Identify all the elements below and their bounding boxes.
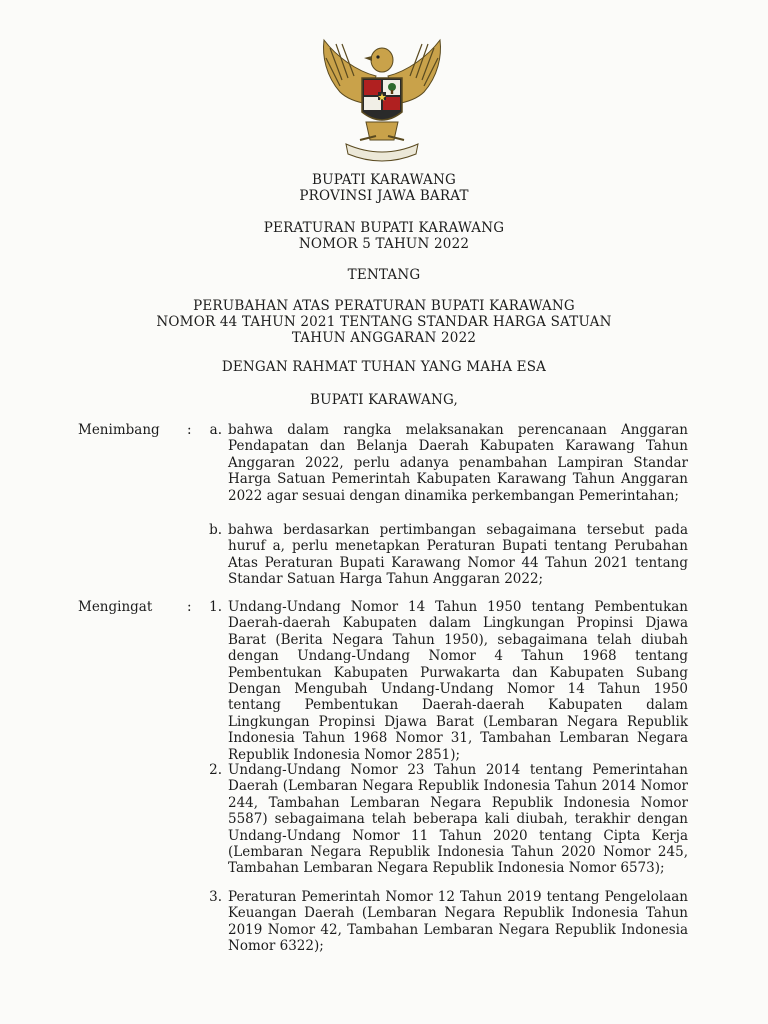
tentang-label: TENTANG [347, 267, 421, 283]
regent-title: BUPATI KARAWANG [312, 172, 456, 188]
regulation-subject [0, 298, 768, 346]
regent-heading [0, 172, 768, 204]
menimbang-item-a-text: bahwa dalam rangka melaksanakan perencanaan Anggaran Pendapatan dan Belanja Daerah Kabupaten Karawang Tahun Anggaran 2022, perlu adanya penambahan Lampiran Standar Harga Satuan Pemerintah Kabupaten Karawang Tahun Anggaran 2022 agar sesuai dengan dinamika perkembangan Pemerintahan; [228, 422, 688, 504]
rahmat-line [0, 359, 768, 375]
mengingat-item-3-text: Peraturan Pemerintah Nomor 12 Tahun 2019 tentang Pengelolaan Keuangan Daerah (Lembaran Negara Republik Indonesia Tahun 2019 Nomor 42, Tambahan Lembaran Negara Republik Indonesia Nomor 6322); [228, 889, 688, 955]
rahmat-text: DENGAN RAHMAT TUHAN YANG MAHA ESA [221, 359, 547, 375]
menimbang-label: Menimbang [78, 422, 160, 438]
province-title: PROVINSI JAWA BARAT [299, 188, 469, 204]
mengingat-item-2-marker: 2. [209, 762, 222, 778]
mengingat-label: Mengingat [78, 599, 153, 615]
menimbang-item-a-marker: a. [209, 422, 222, 438]
mengingat-item-1-text: Undang-Undang Nomor 14 Tahun 1950 tentang Pembentukan Daerah-daerah Kabupaten dalam Lingkungan Propinsi Djawa Barat (Berita Negara Tahun 1950), sebagaimana telah diubah dengan Undang-Undang Nomor 4 Tahun 1968 tentang Pembentukan Kabupaten Purwakarta dan Kabupaten Subang Dengan Mengubah Undang-Undang Nomor 14 Tahun 1950 tentang Pembentukan Daerah-daerah Kabupaten dalam Lingkungan Propinsi Djawa Barat (Lembaran Negara Republik Indonesia Tahun 1968 Nomor 31, Tambahan Lembaran Negara Republik Indonesia Nomor 2851); [228, 599, 688, 763]
subject-line-1: PERUBAHAN ATAS PERATURAN BUPATI KARAWANG [193, 298, 575, 314]
regulation-title: PERATURAN BUPATI KARAWANG [263, 220, 505, 236]
mengingat-item-2-text: Undang-Undang Nomor 23 Tahun 2014 tentang Pemerintahan Daerah (Lembaran Negara Republik Indonesia Tahun 2014 Nomor 244, Tambahan Lembaran Negara Republik Indonesia Nomor 5587) sebagaimana telah beberapa kali diubah, terakhir dengan Undang-Undang Nomor 11 Tahun 2020 tentang Cipta Kerja (Lembaran Negara Republik Indonesia Tahun 2020 Nomor 245, Tambahan Lembaran Negara Republik Indonesia Nomor 6573); [228, 762, 688, 877]
bupati-line [0, 392, 768, 408]
subject-line-2: NOMOR 44 TAHUN 2021 TENTANG STANDAR HARGA SATUAN [156, 314, 612, 330]
mengingat-item-1-marker: 1. [209, 599, 222, 615]
regulation-number: NOMOR 5 TAHUN 2022 [298, 236, 470, 252]
subject-line-3: TAHUN ANGGARAN 2022 [291, 330, 477, 346]
mengingat-item-3-marker: 3. [209, 889, 222, 905]
menimbang-colon: : [187, 422, 192, 438]
regulation-heading [0, 220, 768, 252]
garuda-emblem-icon [316, 36, 448, 164]
mengingat-colon: : [187, 599, 192, 615]
menimbang-item-b-marker: b. [209, 522, 222, 538]
menimbang-item-b-text: bahwa berdasarkan pertimbangan sebagaimana tersebut pada huruf a, perlu menetapkan Peraturan Bupati tentang Perubahan Atas Peraturan Bupati Karawang Nomor 44 Tahun 2021 tentang Standar Satuan Harga Tahun Anggaran 2022; [228, 522, 688, 588]
tentang-heading [0, 267, 768, 283]
bupati-text: BUPATI KARAWANG, [310, 392, 458, 408]
